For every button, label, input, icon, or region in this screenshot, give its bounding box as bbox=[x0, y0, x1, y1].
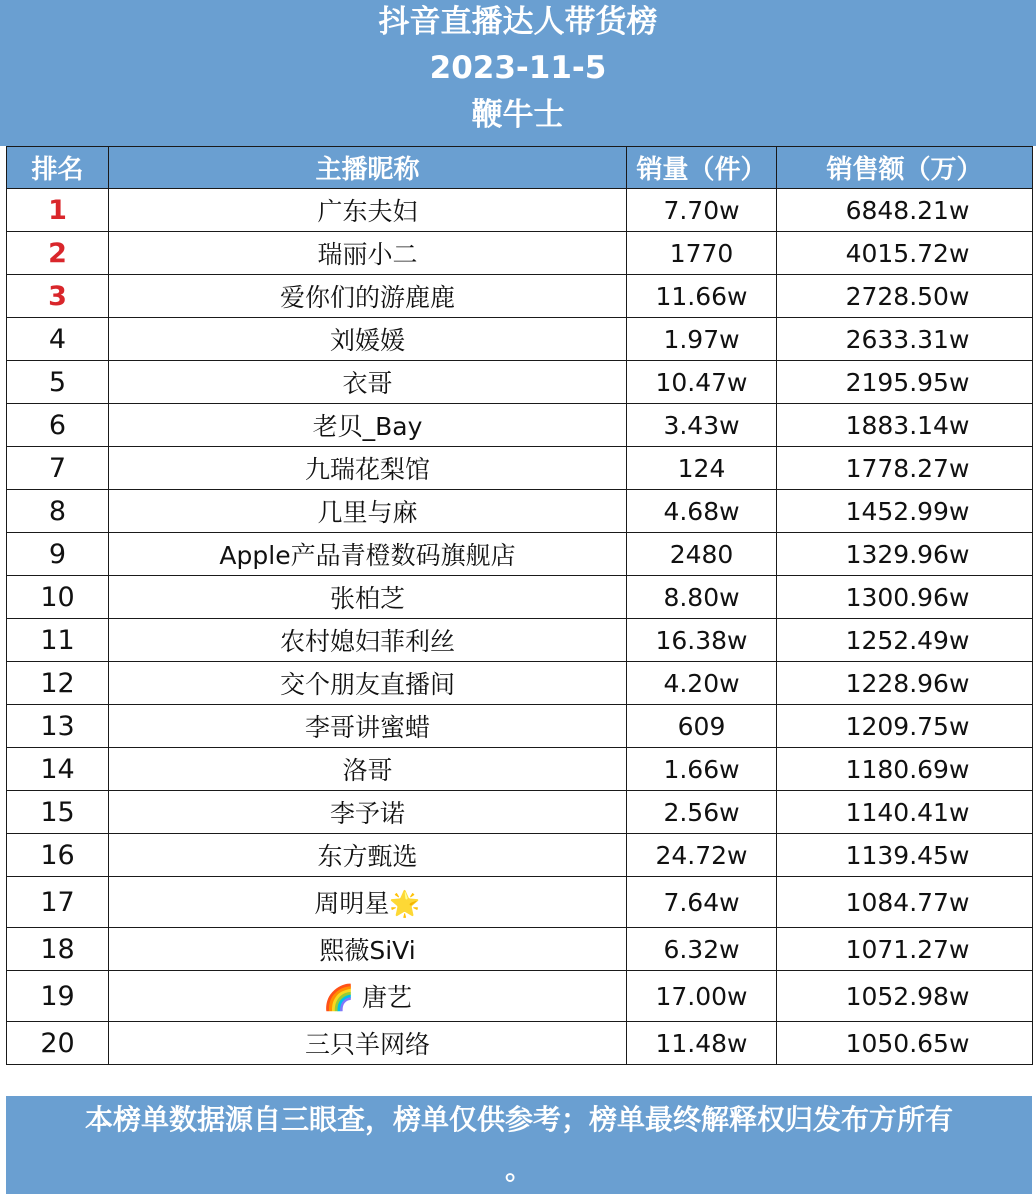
sales-revenue: 1071.27w bbox=[777, 928, 1033, 971]
sales-revenue: 1084.77w bbox=[777, 877, 1033, 928]
sales-volume: 1.66w bbox=[627, 748, 777, 791]
streamer-name: 交个朋友直播间 bbox=[109, 662, 627, 705]
streamer-name: 东方甄选 bbox=[109, 834, 627, 877]
disclaimer-end: 。 bbox=[504, 1153, 533, 1186]
sales-volume: 16.38w bbox=[627, 619, 777, 662]
streamer-name: 爱你们的游鹿鹿 bbox=[109, 275, 627, 318]
sales-revenue: 2728.50w bbox=[777, 275, 1033, 318]
rank-number: 15 bbox=[7, 791, 109, 834]
sales-revenue: 1778.27w bbox=[777, 447, 1033, 490]
streamer-name: 瑞丽小二 bbox=[109, 232, 627, 275]
sales-volume: 6.32w bbox=[627, 928, 777, 971]
sales-revenue: 2195.95w bbox=[777, 361, 1033, 404]
streamer-name: 熙薇SiVi bbox=[109, 928, 627, 971]
sales-revenue: 1139.45w bbox=[777, 834, 1033, 877]
streamer-name: 🌈 唐艺 bbox=[109, 971, 627, 1022]
streamer-name: 广东夫妇 bbox=[109, 189, 627, 232]
sales-volume: 24.72w bbox=[627, 834, 777, 877]
table-row bbox=[7, 748, 1033, 791]
rank-number: 7 bbox=[7, 447, 109, 490]
rank-number: 12 bbox=[7, 662, 109, 705]
rank-number: 2 bbox=[7, 232, 109, 275]
column-header-revenue: 销售额（万） bbox=[777, 147, 1033, 189]
sales-volume: 4.20w bbox=[627, 662, 777, 705]
table-row bbox=[7, 971, 1033, 1022]
streamer-name: 周明星🌟 bbox=[109, 877, 627, 928]
rank-number: 19 bbox=[7, 971, 109, 1022]
rank-number: 11 bbox=[7, 619, 109, 662]
streamer-name: 老贝_Bay bbox=[109, 404, 627, 447]
page-title: 抖音直播达人带货榜 bbox=[378, 4, 658, 40]
sales-volume: 124 bbox=[627, 447, 777, 490]
table-row bbox=[7, 705, 1033, 748]
sales-volume: 4.68w bbox=[627, 490, 777, 533]
sales-volume: 609 bbox=[627, 705, 777, 748]
rank-number: 17 bbox=[7, 877, 109, 928]
sales-revenue: 1052.98w bbox=[777, 971, 1033, 1022]
sales-revenue: 1180.69w bbox=[777, 748, 1033, 791]
streamer-name: 九瑞花梨馆 bbox=[109, 447, 627, 490]
disclaimer-footer bbox=[6, 1096, 1032, 1194]
streamer-name: 李哥讲蜜蜡 bbox=[109, 705, 627, 748]
table-row bbox=[7, 447, 1033, 490]
streamer-name: 洛哥 bbox=[109, 748, 627, 791]
table-row bbox=[7, 619, 1033, 662]
table-row bbox=[7, 361, 1033, 404]
rank-number: 20 bbox=[7, 1022, 109, 1065]
table-header-row bbox=[7, 147, 1033, 189]
sales-volume: 1770 bbox=[627, 232, 777, 275]
sales-revenue: 1209.75w bbox=[777, 705, 1033, 748]
sales-revenue: 1329.96w bbox=[777, 533, 1033, 576]
rank-number: 10 bbox=[7, 576, 109, 619]
disclaimer-text: 本榜单数据源自三眼查，榜单仅供参考；榜单最终解释权归发布方所有 bbox=[84, 1103, 953, 1136]
streamer-name: 几里与麻 bbox=[109, 490, 627, 533]
table-row bbox=[7, 1022, 1033, 1065]
streamer-name: Apple产品青橙数码旗舰店 bbox=[109, 533, 627, 576]
rank-number: 8 bbox=[7, 490, 109, 533]
sales-volume: 2.56w bbox=[627, 791, 777, 834]
sales-revenue: 6848.21w bbox=[777, 189, 1033, 232]
streamer-name: 衣哥 bbox=[109, 361, 627, 404]
sales-revenue: 1050.65w bbox=[777, 1022, 1033, 1065]
rank-number: 18 bbox=[7, 928, 109, 971]
table-row bbox=[7, 275, 1033, 318]
table-row bbox=[7, 877, 1033, 928]
sales-volume: 17.00w bbox=[627, 971, 777, 1022]
sales-revenue: 1252.49w bbox=[777, 619, 1033, 662]
rank-number: 4 bbox=[7, 318, 109, 361]
sales-volume: 8.80w bbox=[627, 576, 777, 619]
sales-revenue: 1228.96w bbox=[777, 662, 1033, 705]
sales-volume: 11.48w bbox=[627, 1022, 777, 1065]
sales-revenue: 1452.99w bbox=[777, 490, 1033, 533]
table-row bbox=[7, 404, 1033, 447]
sales-volume: 11.66w bbox=[627, 275, 777, 318]
table-row bbox=[7, 791, 1033, 834]
streamer-name: 三只羊网络 bbox=[109, 1022, 627, 1065]
sales-volume: 1.97w bbox=[627, 318, 777, 361]
streamer-name: 刘媛媛 bbox=[109, 318, 627, 361]
sales-revenue: 1300.96w bbox=[777, 576, 1033, 619]
sales-volume: 2480 bbox=[627, 533, 777, 576]
sales-revenue: 1883.14w bbox=[777, 404, 1033, 447]
sales-volume: 7.70w bbox=[627, 189, 777, 232]
rank-number: 3 bbox=[7, 275, 109, 318]
table-row bbox=[7, 834, 1033, 877]
rank-number: 16 bbox=[7, 834, 109, 877]
rank-number: 14 bbox=[7, 748, 109, 791]
column-header-streamer: 主播昵称 bbox=[109, 147, 627, 189]
rank-number: 9 bbox=[7, 533, 109, 576]
sales-volume: 3.43w bbox=[627, 404, 777, 447]
table-row bbox=[7, 232, 1033, 275]
rank-number: 5 bbox=[7, 361, 109, 404]
streamer-name: 张柏芝 bbox=[109, 576, 627, 619]
table-row bbox=[7, 490, 1033, 533]
sales-volume: 7.64w bbox=[627, 877, 777, 928]
sales-revenue: 4015.72w bbox=[777, 232, 1033, 275]
rank-number: 6 bbox=[7, 404, 109, 447]
ranking-header bbox=[0, 0, 1036, 146]
rank-number: 1 bbox=[7, 189, 109, 232]
source-label: 鞭牛士 bbox=[471, 97, 565, 133]
table-row bbox=[7, 189, 1033, 232]
table-row bbox=[7, 928, 1033, 971]
streamer-name: 农村媳妇菲利丝 bbox=[109, 619, 627, 662]
ranking-table bbox=[6, 146, 1033, 1065]
sales-revenue: 1140.41w bbox=[777, 791, 1033, 834]
table-row bbox=[7, 662, 1033, 705]
table-row bbox=[7, 318, 1033, 361]
ranking-date: 2023-11-5 bbox=[429, 50, 607, 86]
column-header-sales: 销量（件） bbox=[627, 147, 777, 189]
table-row bbox=[7, 533, 1033, 576]
streamer-name: 李予诺 bbox=[109, 791, 627, 834]
rank-number: 13 bbox=[7, 705, 109, 748]
sales-revenue: 2633.31w bbox=[777, 318, 1033, 361]
sales-volume: 10.47w bbox=[627, 361, 777, 404]
table-row bbox=[7, 576, 1033, 619]
column-header-rank: 排名 bbox=[7, 147, 109, 189]
